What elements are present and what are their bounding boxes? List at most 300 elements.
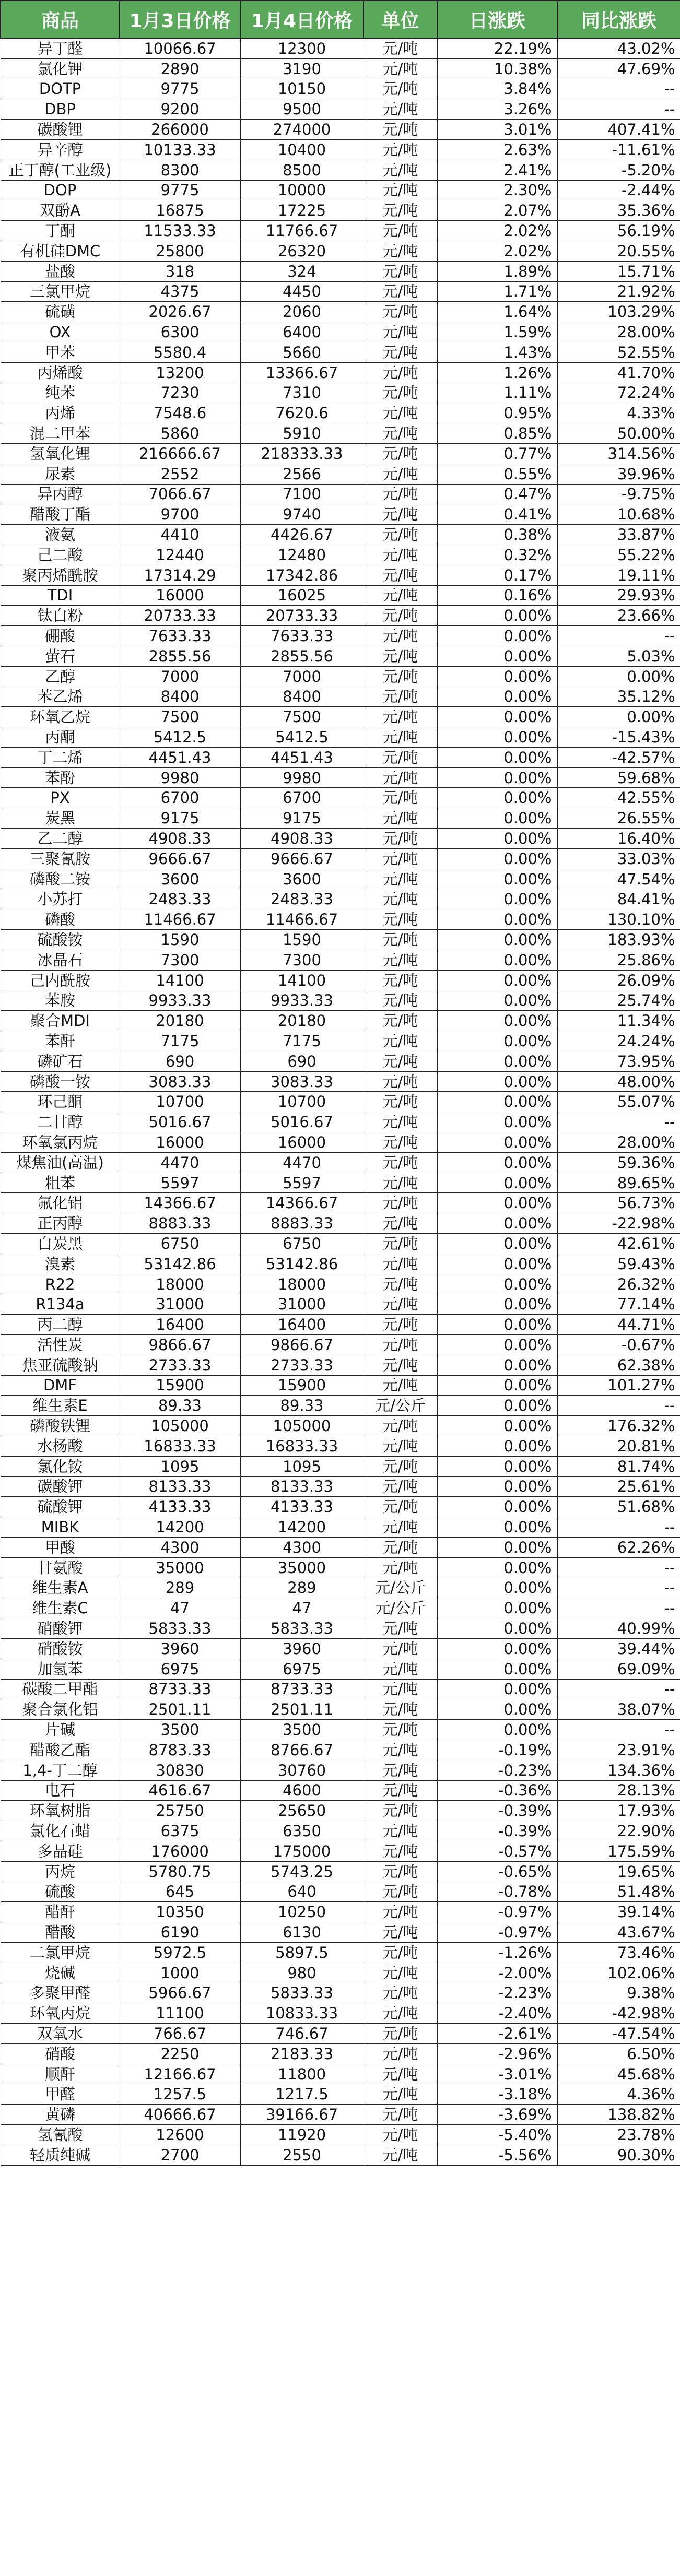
cell-price-jan3: 1000 [120, 1963, 240, 1983]
cell-product: 丙烷 [1, 1861, 120, 1882]
cell-price-jan3: 6190 [120, 1922, 240, 1943]
header-yoy-change: 同比涨跌 [557, 1, 680, 38]
cell-yoy-change: 23.91% [557, 1740, 680, 1760]
cell-unit: 元/吨 [364, 261, 437, 281]
cell-yoy-change: 56.19% [557, 221, 680, 241]
cell-daily-change: 0.00% [437, 1355, 557, 1375]
cell-price-jan4: 2060 [240, 302, 364, 322]
cell-unit: 元/吨 [364, 241, 437, 261]
table-row [1, 585, 680, 606]
cell-yoy-change: 28.13% [557, 1780, 680, 1801]
cell-product: 电石 [1, 1780, 120, 1801]
cell-product: 碳酸钾 [1, 1476, 120, 1497]
cell-price-jan4: 2550 [240, 2145, 364, 2165]
cell-price-jan3: 645 [120, 1882, 240, 1902]
cell-product: 苯胺 [1, 990, 120, 1011]
cell-daily-change: -3.01% [437, 2064, 557, 2084]
cell-unit: 元/吨 [364, 1638, 437, 1659]
cell-price-jan3: 13200 [120, 362, 240, 383]
cell-product: 二甘醇 [1, 1112, 120, 1132]
table-row [1, 1254, 680, 1274]
cell-yoy-change: -42.98% [557, 2003, 680, 2024]
table-row [1, 2084, 680, 2105]
table-row [1, 1396, 680, 1416]
cell-daily-change: 0.00% [437, 1497, 557, 1517]
cell-product: 维生素A [1, 1578, 120, 1598]
cell-price-jan4: 13366.67 [240, 362, 364, 383]
cell-price-jan4: 6350 [240, 1821, 364, 1841]
cell-price-jan4: 10150 [240, 79, 364, 99]
cell-price-jan3: 12166.67 [120, 2064, 240, 2084]
cell-price-jan3: 4133.33 [120, 1497, 240, 1517]
cell-price-jan4: 7300 [240, 950, 364, 970]
cell-price-jan3: 7300 [120, 950, 240, 970]
cell-price-jan3: 4375 [120, 281, 240, 302]
cell-yoy-change: 11.34% [557, 1011, 680, 1031]
cell-product: 正丙醇 [1, 1213, 120, 1234]
cell-daily-change: -0.65% [437, 1861, 557, 1882]
cell-daily-change: 0.00% [437, 869, 557, 889]
cell-yoy-change: -- [557, 1517, 680, 1538]
cell-daily-change: 1.89% [437, 261, 557, 281]
cell-price-jan4: 2855.56 [240, 646, 364, 666]
cell-daily-change: -1.26% [437, 1942, 557, 1963]
table-row [1, 848, 680, 869]
cell-price-jan4: 5910 [240, 423, 364, 444]
cell-price-jan4: 8500 [240, 160, 364, 180]
cell-price-jan4: 20733.33 [240, 606, 364, 626]
cell-price-jan3: 1095 [120, 1456, 240, 1476]
cell-daily-change: -0.23% [437, 1760, 557, 1780]
cell-product: 液氨 [1, 525, 120, 545]
cell-unit: 元/吨 [364, 1213, 437, 1234]
cell-daily-change: 0.00% [437, 1294, 557, 1315]
cell-product: 苯酐 [1, 1031, 120, 1051]
table-row [1, 1173, 680, 1193]
table-row [1, 1740, 680, 1760]
cell-yoy-change: -47.54% [557, 2024, 680, 2044]
cell-price-jan3: 1257.5 [120, 2084, 240, 2105]
cell-price-jan4: 1095 [240, 1456, 364, 1476]
cell-daily-change: 0.00% [437, 1396, 557, 1416]
table-row [1, 1861, 680, 1882]
table-row [1, 2145, 680, 2165]
table-row [1, 79, 680, 99]
table-row [1, 383, 680, 403]
cell-unit: 元/吨 [364, 1152, 437, 1173]
cell-price-jan3: 47 [120, 1598, 240, 1618]
cell-price-jan3: 4470 [120, 1152, 240, 1173]
cell-unit: 元/吨 [364, 1861, 437, 1882]
cell-yoy-change: 39.44% [557, 1638, 680, 1659]
cell-product: MIBK [1, 1517, 120, 1538]
cell-price-jan4: 4908.33 [240, 829, 364, 849]
cell-yoy-change: 77.14% [557, 1294, 680, 1315]
cell-unit: 元/吨 [364, 1193, 437, 1213]
cell-yoy-change: 47.69% [557, 58, 680, 79]
cell-product: DMF [1, 1375, 120, 1396]
cell-daily-change: 0.00% [437, 727, 557, 748]
cell-unit: 元/吨 [364, 909, 437, 930]
cell-price-jan3: 5833.33 [120, 1618, 240, 1639]
cell-product: 碳酸锂 [1, 120, 120, 140]
cell-daily-change: 0.00% [437, 1618, 557, 1639]
cell-daily-change: 0.00% [437, 1699, 557, 1720]
cell-daily-change: 2.02% [437, 221, 557, 241]
cell-price-jan3: 2250 [120, 2043, 240, 2064]
cell-price-jan3: 2733.33 [120, 1355, 240, 1375]
cell-product: 磷酸一铵 [1, 1071, 120, 1092]
cell-product: 顺酐 [1, 2064, 120, 2084]
cell-price-jan4: 9500 [240, 99, 364, 120]
cell-price-jan4: 4426.67 [240, 525, 364, 545]
cell-price-jan3: 14100 [120, 970, 240, 990]
cell-unit: 元/吨 [364, 1760, 437, 1780]
cell-yoy-change: 22.90% [557, 1821, 680, 1841]
cell-price-jan3: 3083.33 [120, 1071, 240, 1092]
cell-price-jan3: 3600 [120, 869, 240, 889]
cell-product: 多晶硅 [1, 1841, 120, 1861]
table-row [1, 443, 680, 464]
cell-price-jan3: 11466.67 [120, 909, 240, 930]
cell-yoy-change: 21.92% [557, 281, 680, 302]
cell-price-jan3: 9933.33 [120, 990, 240, 1011]
cell-price-jan4: 16400 [240, 1315, 364, 1335]
cell-unit: 元/公斤 [364, 1578, 437, 1598]
cell-price-jan3: 5972.5 [120, 1942, 240, 1963]
cell-daily-change: 0.00% [437, 1679, 557, 1699]
cell-yoy-change: 62.26% [557, 1537, 680, 1557]
table-row [1, 484, 680, 504]
cell-unit: 元/吨 [364, 1071, 437, 1092]
cell-yoy-change: -15.43% [557, 727, 680, 748]
cell-product: 己二酸 [1, 545, 120, 565]
cell-unit: 元/吨 [364, 1375, 437, 1396]
cell-unit: 元/吨 [364, 727, 437, 748]
cell-price-jan4: 30760 [240, 1760, 364, 1780]
table-body [1, 38, 680, 2165]
cell-price-jan4: 2733.33 [240, 1355, 364, 1375]
cell-price-jan4: 11466.67 [240, 909, 364, 930]
cell-price-jan3: 3500 [120, 1720, 240, 1740]
cell-product: 异丁醛 [1, 38, 120, 58]
table-row [1, 1902, 680, 1922]
cell-price-jan3: 766.67 [120, 2024, 240, 2044]
cell-product: 二氯甲烷 [1, 1942, 120, 1963]
cell-unit: 元/吨 [364, 1355, 437, 1375]
cell-price-jan4: 7633.33 [240, 626, 364, 646]
cell-yoy-change: -- [557, 626, 680, 646]
table-row [1, 1051, 680, 1071]
cell-price-jan3: 2501.11 [120, 1699, 240, 1720]
cell-daily-change: -2.00% [437, 1963, 557, 1983]
cell-product: 焦亚硫酸钠 [1, 1355, 120, 1375]
cell-product: 己内酰胺 [1, 970, 120, 990]
cell-yoy-change: 4.33% [557, 403, 680, 423]
cell-price-jan4: 11800 [240, 2064, 364, 2084]
cell-daily-change: 0.00% [437, 1638, 557, 1659]
table-row [1, 342, 680, 362]
cell-unit: 元/吨 [364, 626, 437, 646]
cell-price-jan4: 15900 [240, 1375, 364, 1396]
cell-daily-change: 1.43% [437, 342, 557, 362]
cell-unit: 元/吨 [364, 484, 437, 504]
cell-unit: 元/吨 [364, 2084, 437, 2105]
table-header [1, 1, 680, 38]
cell-price-jan3: 14366.67 [120, 1193, 240, 1213]
table-row [1, 646, 680, 666]
cell-yoy-change: 47.54% [557, 869, 680, 889]
cell-yoy-change: 102.06% [557, 1963, 680, 1983]
cell-price-jan4: 3600 [240, 869, 364, 889]
cell-product: 环氧乙烷 [1, 707, 120, 727]
cell-price-jan3: 5016.67 [120, 1112, 240, 1132]
table-row [1, 606, 680, 626]
cell-unit: 元/吨 [364, 1051, 437, 1071]
cell-daily-change: 10.38% [437, 58, 557, 79]
cell-daily-change: -0.19% [437, 1740, 557, 1760]
cell-unit: 元/吨 [364, 525, 437, 545]
cell-unit: 元/公斤 [364, 1396, 437, 1416]
cell-product: 醋酸丁酯 [1, 504, 120, 525]
cell-price-jan4: 10700 [240, 1092, 364, 1112]
cell-product: 磷酸铁锂 [1, 1416, 120, 1436]
cell-yoy-change: 5.03% [557, 646, 680, 666]
cell-price-jan4: 10833.33 [240, 2003, 364, 2024]
cell-unit: 元/吨 [364, 1031, 437, 1051]
cell-daily-change: 1.11% [437, 383, 557, 403]
cell-daily-change: 0.00% [437, 1456, 557, 1476]
table-row [1, 1983, 680, 2003]
cell-price-jan3: 3960 [120, 1638, 240, 1659]
cell-unit: 元/吨 [364, 423, 437, 444]
cell-unit: 元/吨 [364, 1882, 437, 1902]
cell-yoy-change: 176.32% [557, 1416, 680, 1436]
cell-yoy-change: -- [557, 1112, 680, 1132]
cell-daily-change: 0.00% [437, 848, 557, 869]
cell-product: 硫磺 [1, 302, 120, 322]
cell-price-jan3: 15900 [120, 1375, 240, 1396]
cell-product: 乙二醇 [1, 829, 120, 849]
cell-product: 三氯甲烷 [1, 281, 120, 302]
cell-yoy-change: -22.98% [557, 1213, 680, 1234]
cell-unit: 元/吨 [364, 180, 437, 200]
cell-price-jan3: 14200 [120, 1517, 240, 1538]
cell-daily-change: 0.00% [437, 1557, 557, 1578]
cell-unit: 元/吨 [364, 829, 437, 849]
cell-daily-change: -2.40% [437, 2003, 557, 2024]
cell-price-jan3: 4300 [120, 1537, 240, 1557]
cell-price-jan3: 25750 [120, 1801, 240, 1821]
cell-yoy-change: -- [557, 1557, 680, 1578]
table-row [1, 180, 680, 200]
cell-yoy-change: 41.70% [557, 362, 680, 383]
cell-product: 硫酸铵 [1, 930, 120, 950]
cell-unit: 元/吨 [364, 1254, 437, 1274]
cell-price-jan4: 10400 [240, 139, 364, 160]
cell-price-jan3: 289 [120, 1578, 240, 1598]
cell-price-jan3: 2483.33 [120, 889, 240, 909]
cell-price-jan4: 17342.86 [240, 565, 364, 585]
table-row [1, 990, 680, 1011]
cell-yoy-change: 4.36% [557, 2084, 680, 2105]
cell-unit: 元/吨 [364, 970, 437, 990]
cell-yoy-change: 134.36% [557, 1760, 680, 1780]
cell-daily-change: 22.19% [437, 38, 557, 58]
cell-price-jan3: 9700 [120, 504, 240, 525]
cell-price-jan3: 8133.33 [120, 1476, 240, 1497]
cell-price-jan4: 8133.33 [240, 1476, 364, 1497]
cell-price-jan4: 11920 [240, 2125, 364, 2145]
cell-yoy-change: 19.11% [557, 565, 680, 585]
cell-price-jan4: 175000 [240, 1841, 364, 1861]
cell-product: 钛白粉 [1, 606, 120, 626]
table-row [1, 38, 680, 58]
cell-product: 活性炭 [1, 1335, 120, 1355]
cell-yoy-change: 52.55% [557, 342, 680, 362]
cell-product: 碳酸二甲酯 [1, 1679, 120, 1699]
table-row [1, 727, 680, 748]
cell-yoy-change: 33.87% [557, 525, 680, 545]
cell-price-jan4: 16833.33 [240, 1436, 364, 1456]
cell-product: 黄磷 [1, 2105, 120, 2125]
cell-price-jan4: 7100 [240, 484, 364, 504]
cell-price-jan3: 7000 [120, 666, 240, 687]
cell-yoy-change: 81.74% [557, 1456, 680, 1476]
cell-price-jan3: 8400 [120, 687, 240, 707]
cell-price-jan3: 4410 [120, 525, 240, 545]
cell-daily-change: 0.00% [437, 1132, 557, 1153]
cell-price-jan4: 105000 [240, 1416, 364, 1436]
cell-product: 磷酸二铵 [1, 869, 120, 889]
cell-price-jan3: 10700 [120, 1092, 240, 1112]
cell-price-jan3: 4451.43 [120, 747, 240, 767]
cell-yoy-change: 183.93% [557, 930, 680, 950]
cell-unit: 元/吨 [364, 747, 437, 767]
cell-yoy-change: 16.40% [557, 829, 680, 849]
cell-price-jan4: 6130 [240, 1922, 364, 1943]
table-row [1, 1659, 680, 1679]
cell-daily-change: 3.01% [437, 120, 557, 140]
cell-price-jan3: 40666.67 [120, 2105, 240, 2125]
cell-daily-change: 3.84% [437, 79, 557, 99]
cell-daily-change: -0.36% [437, 1780, 557, 1801]
cell-price-jan4: 12300 [240, 38, 364, 58]
cell-daily-change: 0.00% [437, 1537, 557, 1557]
cell-unit: 元/吨 [364, 1274, 437, 1294]
cell-price-jan3: 5966.67 [120, 1983, 240, 2003]
cell-price-jan4: 25650 [240, 1801, 364, 1821]
table-row [1, 1213, 680, 1234]
cell-daily-change: 0.00% [437, 666, 557, 687]
cell-unit: 元/吨 [364, 383, 437, 403]
cell-product: 异丙醇 [1, 484, 120, 504]
cell-daily-change: 0.00% [437, 1011, 557, 1031]
table-row [1, 2043, 680, 2064]
table-row [1, 747, 680, 767]
table-row [1, 869, 680, 889]
cell-yoy-change: 42.55% [557, 788, 680, 808]
cell-unit: 元/吨 [364, 869, 437, 889]
cell-product: 丙烯 [1, 403, 120, 423]
cell-price-jan3: 4616.67 [120, 1780, 240, 1801]
cell-unit: 元/吨 [364, 1740, 437, 1760]
cell-price-jan3: 16400 [120, 1315, 240, 1335]
cell-yoy-change: 103.29% [557, 302, 680, 322]
cell-unit: 元/吨 [364, 58, 437, 79]
cell-price-jan3: 10350 [120, 1902, 240, 1922]
cell-daily-change: -5.56% [437, 2145, 557, 2165]
cell-price-jan3: 105000 [120, 1416, 240, 1436]
cell-unit: 元/吨 [364, 403, 437, 423]
cell-price-jan4: 35000 [240, 1557, 364, 1578]
cell-product: 轻质纯碱 [1, 2145, 120, 2165]
cell-price-jan4: 5897.5 [240, 1942, 364, 1963]
cell-daily-change: 0.00% [437, 1173, 557, 1193]
cell-price-jan4: 5660 [240, 342, 364, 362]
cell-unit: 元/吨 [364, 1436, 437, 1456]
table-row [1, 1234, 680, 1254]
cell-daily-change: 1.64% [437, 302, 557, 322]
cell-price-jan3: 16875 [120, 200, 240, 221]
cell-unit: 元/吨 [364, 2003, 437, 2024]
cell-price-jan4: 4133.33 [240, 1497, 364, 1517]
cell-daily-change: -3.69% [437, 2105, 557, 2125]
cell-unit: 元/吨 [364, 99, 437, 120]
cell-daily-change: -0.39% [437, 1801, 557, 1821]
table-row [1, 423, 680, 444]
cell-price-jan4: 8400 [240, 687, 364, 707]
cell-yoy-change: 314.56% [557, 443, 680, 464]
cell-unit: 元/吨 [364, 362, 437, 383]
cell-product: 三聚氰胺 [1, 848, 120, 869]
table-row [1, 1031, 680, 1051]
cell-price-jan3: 5597 [120, 1173, 240, 1193]
cell-unit: 元/吨 [364, 120, 437, 140]
cell-product: 多聚甲醛 [1, 1983, 120, 2003]
cell-price-jan4: 14100 [240, 970, 364, 990]
cell-yoy-change: 101.27% [557, 1375, 680, 1396]
cell-unit: 元/吨 [364, 1497, 437, 1517]
cell-yoy-change: -- [557, 1720, 680, 1740]
cell-unit: 元/吨 [364, 1335, 437, 1355]
cell-product: 硝酸铵 [1, 1638, 120, 1659]
cell-yoy-change: -- [557, 1598, 680, 1618]
cell-unit: 元/吨 [364, 1902, 437, 1922]
cell-price-jan4: 3960 [240, 1638, 364, 1659]
cell-daily-change: 0.00% [437, 1315, 557, 1335]
cell-price-jan3: 1590 [120, 930, 240, 950]
cell-daily-change: 2.02% [437, 241, 557, 261]
cell-product: 环氧丙烷 [1, 2003, 120, 2024]
cell-yoy-change: 48.00% [557, 1071, 680, 1092]
cell-daily-change: 0.00% [437, 1193, 557, 1213]
cell-unit: 元/吨 [364, 2043, 437, 2064]
cell-price-jan3: 16000 [120, 585, 240, 606]
cell-price-jan3: 17314.29 [120, 565, 240, 585]
cell-unit: 元/吨 [364, 565, 437, 585]
cell-price-jan3: 8300 [120, 160, 240, 180]
cell-product: 磷矿石 [1, 1051, 120, 1071]
table-row [1, 139, 680, 160]
cell-price-jan3: 2890 [120, 58, 240, 79]
table-row [1, 120, 680, 140]
cell-yoy-change: 59.43% [557, 1254, 680, 1274]
cell-daily-change: 0.00% [437, 788, 557, 808]
table-row [1, 950, 680, 970]
cell-daily-change: -0.97% [437, 1922, 557, 1943]
cell-yoy-change: 62.38% [557, 1355, 680, 1375]
